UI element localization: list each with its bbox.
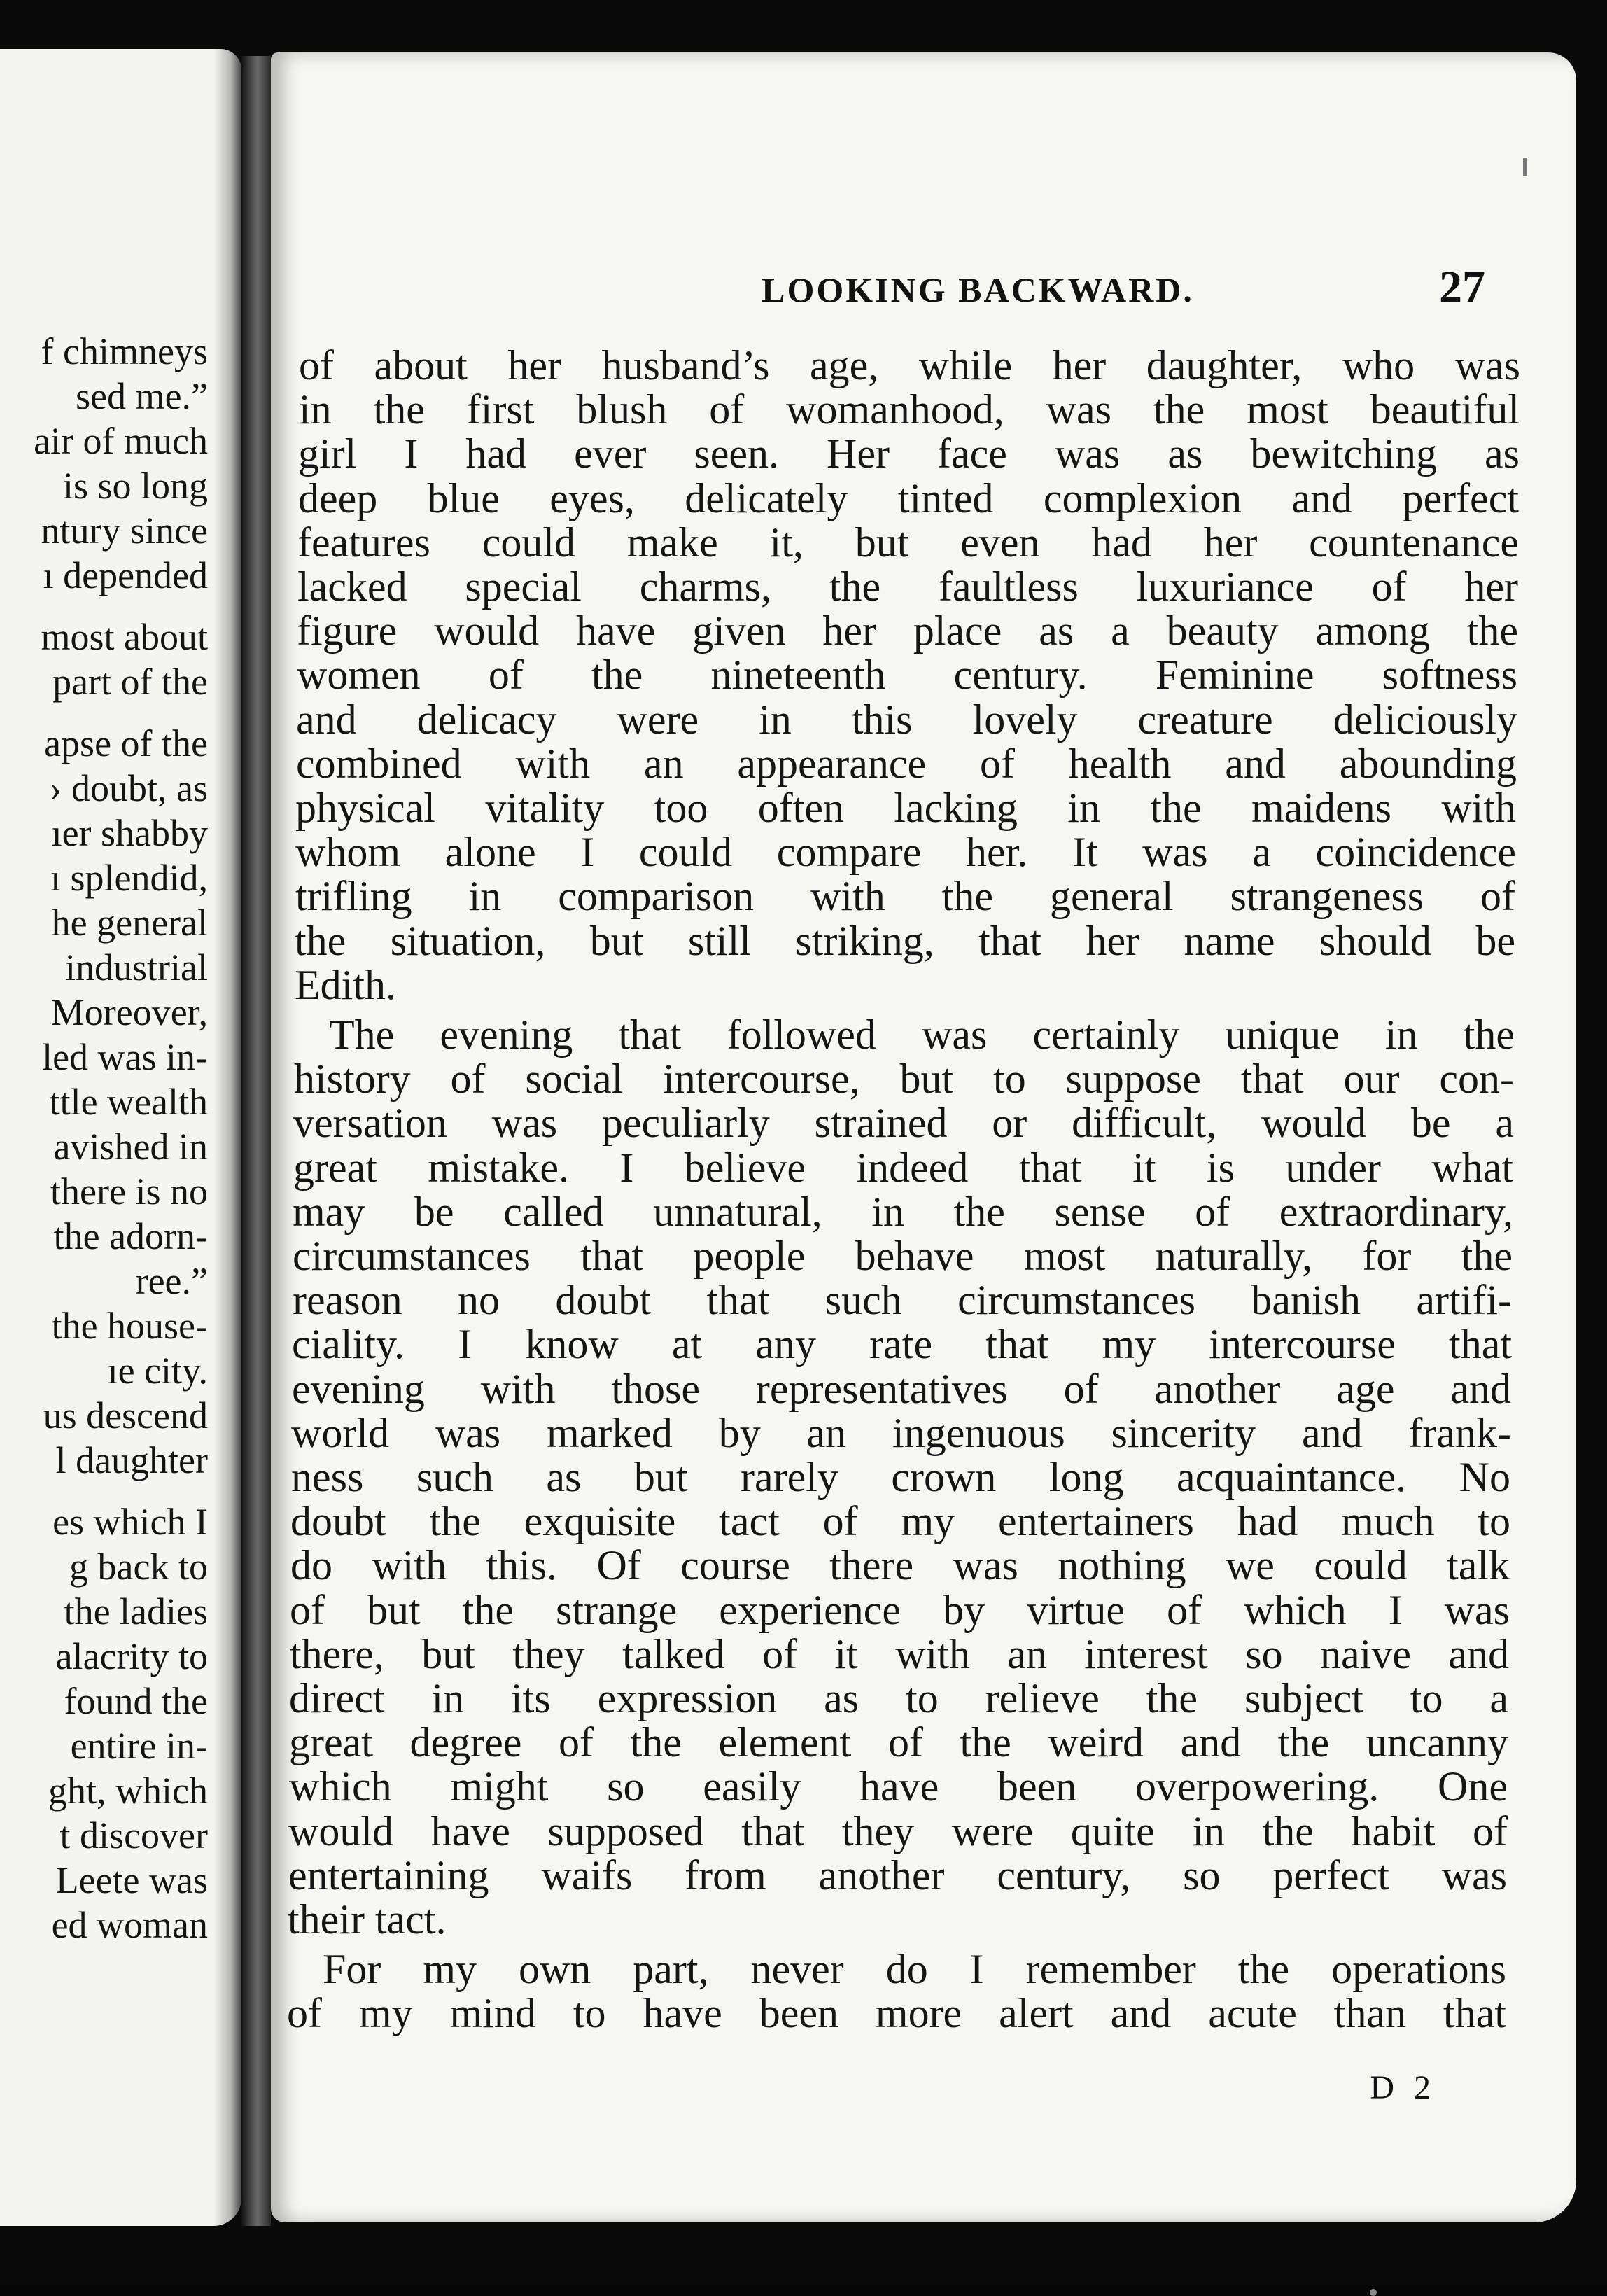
body-line: figure would have given her place as a beauty among the xyxy=(297,608,1518,654)
body-line: trifling in comparison with the general strangeness of xyxy=(295,873,1515,919)
left-page-line: ttle wealth xyxy=(49,1081,208,1123)
body-line: of but the strange experience by virtue of which I was xyxy=(290,1587,1510,1633)
body-line: ness such as but rarely crown long acquaintance. No xyxy=(291,1454,1510,1500)
left-page-line: › doubt, as xyxy=(49,767,208,809)
page-number: 27 xyxy=(1439,262,1485,313)
left-page-line: avished in xyxy=(53,1126,208,1168)
left-page-line: t discover xyxy=(59,1814,208,1856)
dust-speck xyxy=(1370,2289,1377,2296)
left-page-line: ntury since xyxy=(41,510,208,552)
left-page-line: the adorn- xyxy=(53,1215,208,1257)
body-line: reason no doubt that such circumstances banish artifi- xyxy=(293,1277,1512,1323)
body-line: circumstances that people behave most naturally, for the xyxy=(293,1233,1513,1279)
printer-signature-mark: D 2 xyxy=(1370,2069,1436,2106)
left-page-line: ree.” xyxy=(135,1260,208,1302)
left-page-line: led was in- xyxy=(42,1036,208,1078)
body-line: girl I had ever seen. Her face was as bewitching as xyxy=(298,430,1520,477)
body-line: world was marked by an ingenuous sincerity and frank- xyxy=(291,1410,1511,1456)
body-line: may be called unnatural, in the sense of extraordinary, xyxy=(293,1189,1513,1235)
left-page xyxy=(0,49,241,2226)
body-line: deep blue eyes, delicately tinted complexion and perfect xyxy=(298,475,1519,522)
book-spine xyxy=(241,56,271,2226)
left-page-line: sed me.” xyxy=(76,375,208,417)
left-page-line: Leete was xyxy=(55,1859,208,1901)
left-page-line xyxy=(0,1483,208,1499)
left-page-line: the ladies xyxy=(64,1590,208,1632)
left-page-line xyxy=(0,598,208,615)
left-page-line: most about xyxy=(41,616,208,658)
left-page-line: the house- xyxy=(51,1305,208,1347)
running-head-title: LOOKING BACKWARD. xyxy=(762,270,1194,309)
left-page-line: g back to xyxy=(69,1546,208,1588)
body-line: great degree of the element of the weird and the uncanny xyxy=(289,1719,1508,1765)
left-page-line: he general xyxy=(51,902,208,944)
left-page-line: us descend xyxy=(43,1394,208,1436)
body-line: whom alone I could compare her. It was a coincidence xyxy=(295,829,1516,875)
left-page-line: ı splendid, xyxy=(50,857,208,899)
body-line: the situation, but still striking, that her name should be xyxy=(295,918,1515,964)
left-page-text xyxy=(0,329,208,1947)
left-page-line: l daughter xyxy=(55,1439,208,1481)
body-line: The evening that followed was certainly unique in the xyxy=(329,1011,1515,1058)
body-line: great mistake. I believe indeed that it is under what xyxy=(293,1144,1513,1191)
body-line: do with this. Of course there was nothing we could talk xyxy=(290,1542,1510,1588)
body-line: physical vitality too often lacking in the maidens with xyxy=(295,785,1516,831)
body-line: there, but they talked of it with an interest so naive and xyxy=(290,1631,1509,1677)
left-page-line: air of much xyxy=(34,420,208,462)
body-line: combined with an appearance of health and abounding xyxy=(296,741,1517,787)
left-page-line: ıer shabby xyxy=(51,812,208,854)
left-gutter-shadow xyxy=(213,49,241,2226)
body-line: For my own part, never do I remember the operations xyxy=(323,1946,1506,1992)
body-line: and delicacy were in this lovely creature deliciously xyxy=(296,696,1517,743)
body-line: their tact. xyxy=(288,1896,447,1942)
body-line: would have supposed that they were quite in the habit of xyxy=(288,1808,1508,1854)
body-line: features could make it, but even had her countenance xyxy=(297,519,1519,566)
body-line: women of the nineteenth century. Feminine softness xyxy=(297,652,1517,698)
left-page-line: alacrity to xyxy=(55,1635,208,1677)
body-line: doubt the exquisite tact of my entertainers had much to xyxy=(290,1498,1510,1544)
left-page-line: there is no xyxy=(50,1170,208,1212)
left-page-line: ed woman xyxy=(51,1904,208,1946)
body-line: ciality. I know at any rate that my intercourse that xyxy=(292,1321,1512,1367)
left-page-line: industrial xyxy=(65,946,208,988)
left-page-line: part of the xyxy=(52,661,208,703)
left-page-line: apse of the xyxy=(44,722,208,764)
body-line: lacked special charms, the faultless luxuriance of her xyxy=(297,564,1518,610)
left-page-line: is so long xyxy=(62,465,208,507)
body-line: of about her husband’s age, while her daughter, who was xyxy=(299,342,1520,388)
left-page-line: Moreover, xyxy=(50,991,208,1033)
left-page-line: f chimneys xyxy=(41,330,208,372)
left-page-line: entire in- xyxy=(70,1725,208,1767)
body-line: direct in its expression as to relieve the subject to a xyxy=(289,1675,1508,1721)
body-line: evening with those representatives of another age and xyxy=(292,1366,1511,1412)
body-text xyxy=(271,52,1576,2222)
body-line: history of social intercourse, but to suppose that our con- xyxy=(294,1056,1514,1102)
right-page xyxy=(271,52,1576,2222)
left-page-line: ı depended xyxy=(43,554,208,596)
body-line: of my mind to have been more alert and acute than that xyxy=(287,1990,1506,2036)
body-line: entertaining waifs from another century, so perfect was xyxy=(288,1852,1507,1898)
left-page-line xyxy=(0,704,208,721)
body-line: which might so easily have been overpowering. One xyxy=(289,1763,1508,1809)
left-page-line: ıe city. xyxy=(107,1350,208,1392)
body-line: Edith. xyxy=(295,962,396,1008)
body-line: versation was peculiarly strained or difficult, would be a xyxy=(293,1100,1514,1146)
left-page-line: ght, which xyxy=(48,1770,208,1812)
body-line: in the first blush of womanhood, was the most beautiful xyxy=(299,386,1520,433)
left-page-line: found the xyxy=(64,1680,208,1722)
left-page-line: es which I xyxy=(52,1501,208,1543)
